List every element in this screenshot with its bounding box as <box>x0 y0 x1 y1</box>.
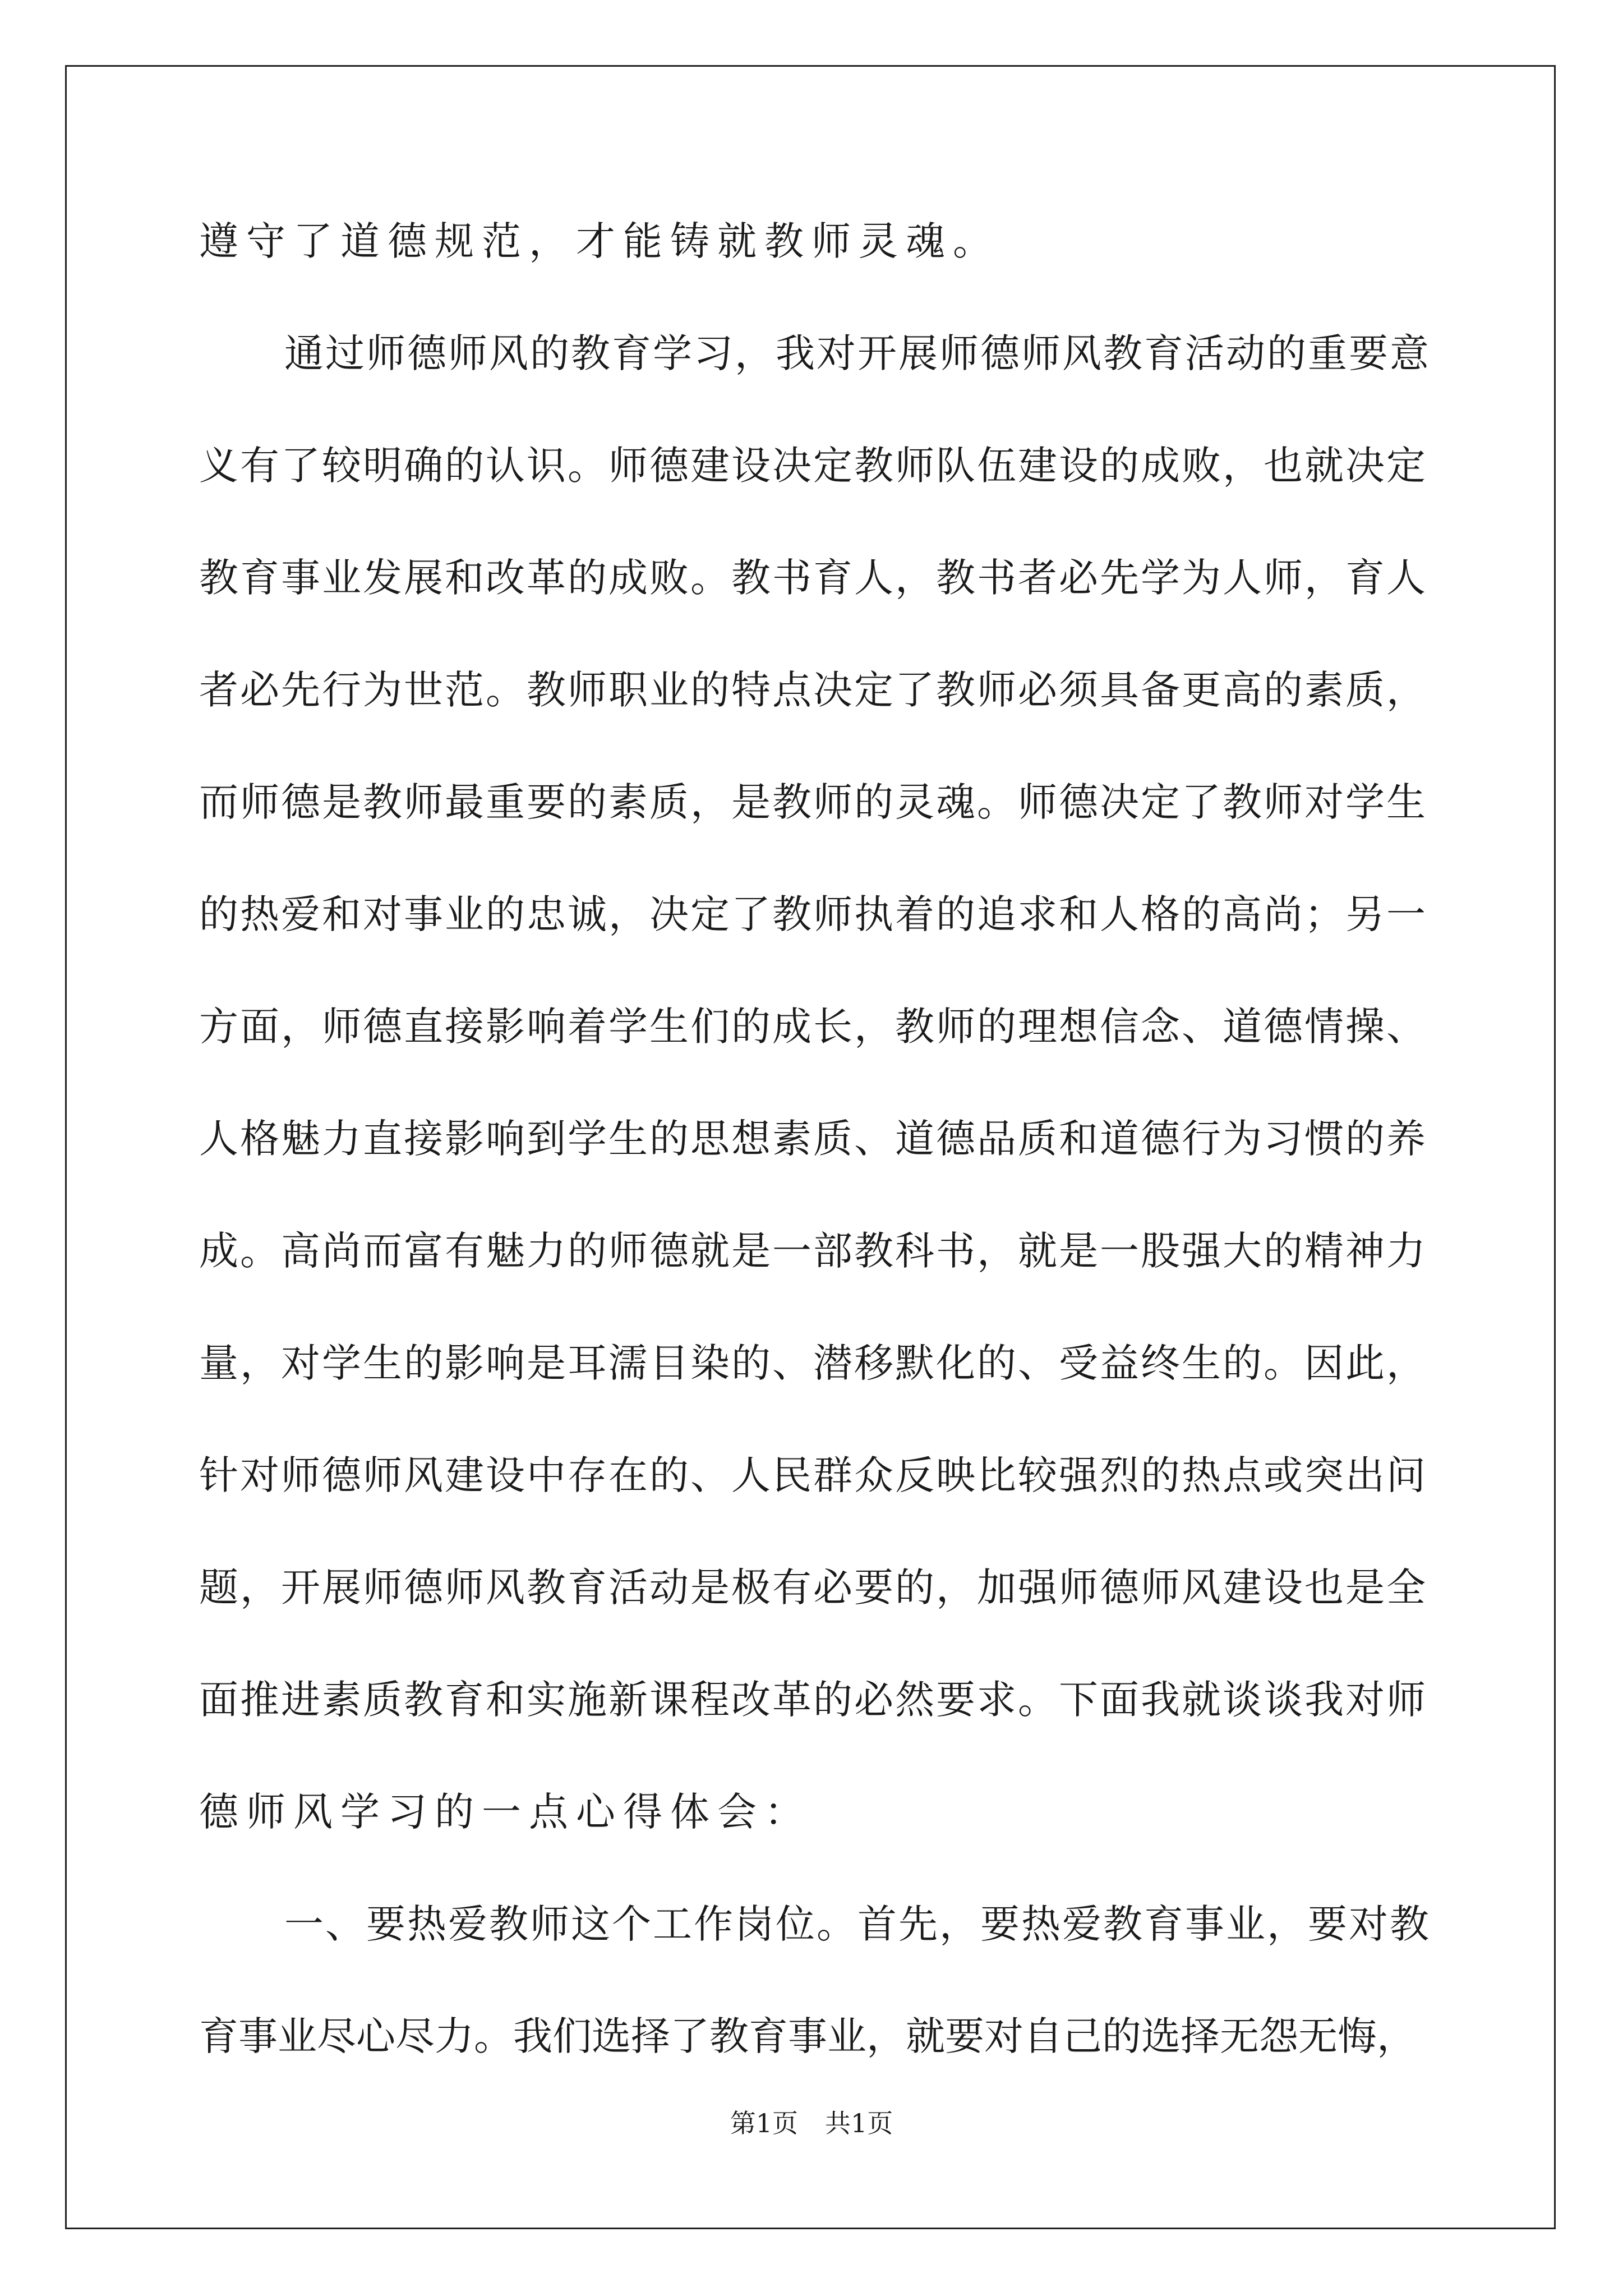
line-text: 者必先行为世范。教师职业的特点决定了教师必须具备更高的素质， <box>199 667 1427 713</box>
text-line <box>199 1447 1433 1559</box>
line-text: 的热爱和对事业的忠诚，决定了教师执着的追求和人格的高尚；另一 <box>199 891 1427 937</box>
page-number: 第1页 <box>730 2108 798 2138</box>
line-text: 通过师德师风的教育学习，我对开展师德师风教育活动的重要意 <box>284 330 1431 376</box>
document-body <box>199 213 1433 2120</box>
text-line <box>199 886 1433 999</box>
line-text: 而师德是教师最重要的素质，是教师的灵魂。师德决定了教师对学生 <box>199 779 1427 825</box>
line-text: 量，对学生的影响是耳濡目染的、潜移默化的、受益终生的。因此， <box>199 1340 1427 1386</box>
line-text: 遵守了道德规范，才能铸就教师灵魂。 <box>199 218 1000 264</box>
text-line <box>199 662 1433 774</box>
text-line <box>199 774 1433 886</box>
line-text: 针对师德师风建设中存在的、人民群众反映比较强烈的热点或突出问 <box>199 1452 1427 1498</box>
text-line <box>199 999 1433 1111</box>
line-text: 德师风学习的一点心得体会： <box>199 1789 811 1835</box>
line-text: 育事业尽心尽力。我们选择了教育事业，就要对自己的选择无怨无悔， <box>199 2013 1416 2059</box>
text-line <box>199 1559 1433 1672</box>
text-line <box>199 1223 1433 1335</box>
text-line <box>199 1672 1433 1784</box>
line-text: 方面，师德直接影响着学生们的成长，教师的理想信念、道德情操、 <box>199 1004 1427 1050</box>
line-text: 题，开展师德师风教育活动是极有必要的，加强师德师风建设也是全 <box>199 1565 1427 1611</box>
paragraph-start-line <box>199 325 1433 438</box>
line-text: 一、要热爱教师这个工作岗位。首先，要热爱教育事业，要对教 <box>284 1901 1431 1947</box>
text-line <box>199 1335 1433 1447</box>
text-line <box>199 438 1433 550</box>
text-line <box>199 213 1433 325</box>
text-line <box>199 1111 1433 1223</box>
line-text: 义有了较明确的认识。师德建设决定教师队伍建设的成败，也就决定 <box>199 443 1427 489</box>
line-text: 面推进素质教育和实施新课程改革的必然要求。下面我就谈谈我对师 <box>199 1677 1427 1723</box>
text-line <box>199 2008 1433 2120</box>
line-text: 成。高尚而富有魅力的师德就是一部教科书，就是一股强大的精神力 <box>199 1228 1427 1274</box>
text-line <box>199 550 1433 662</box>
paragraph-start-line <box>199 1896 1433 2008</box>
text-line <box>199 1784 1433 1896</box>
line-text: 人格魅力直接影响到学生的思想素质、道德品质和道德行为习惯的养 <box>199 1116 1427 1162</box>
page-footer <box>0 2106 1623 2140</box>
page-total: 共1页 <box>825 2108 893 2138</box>
line-text: 教育事业发展和改革的成败。教书育人，教书者必先学为人师，育人 <box>199 555 1427 601</box>
